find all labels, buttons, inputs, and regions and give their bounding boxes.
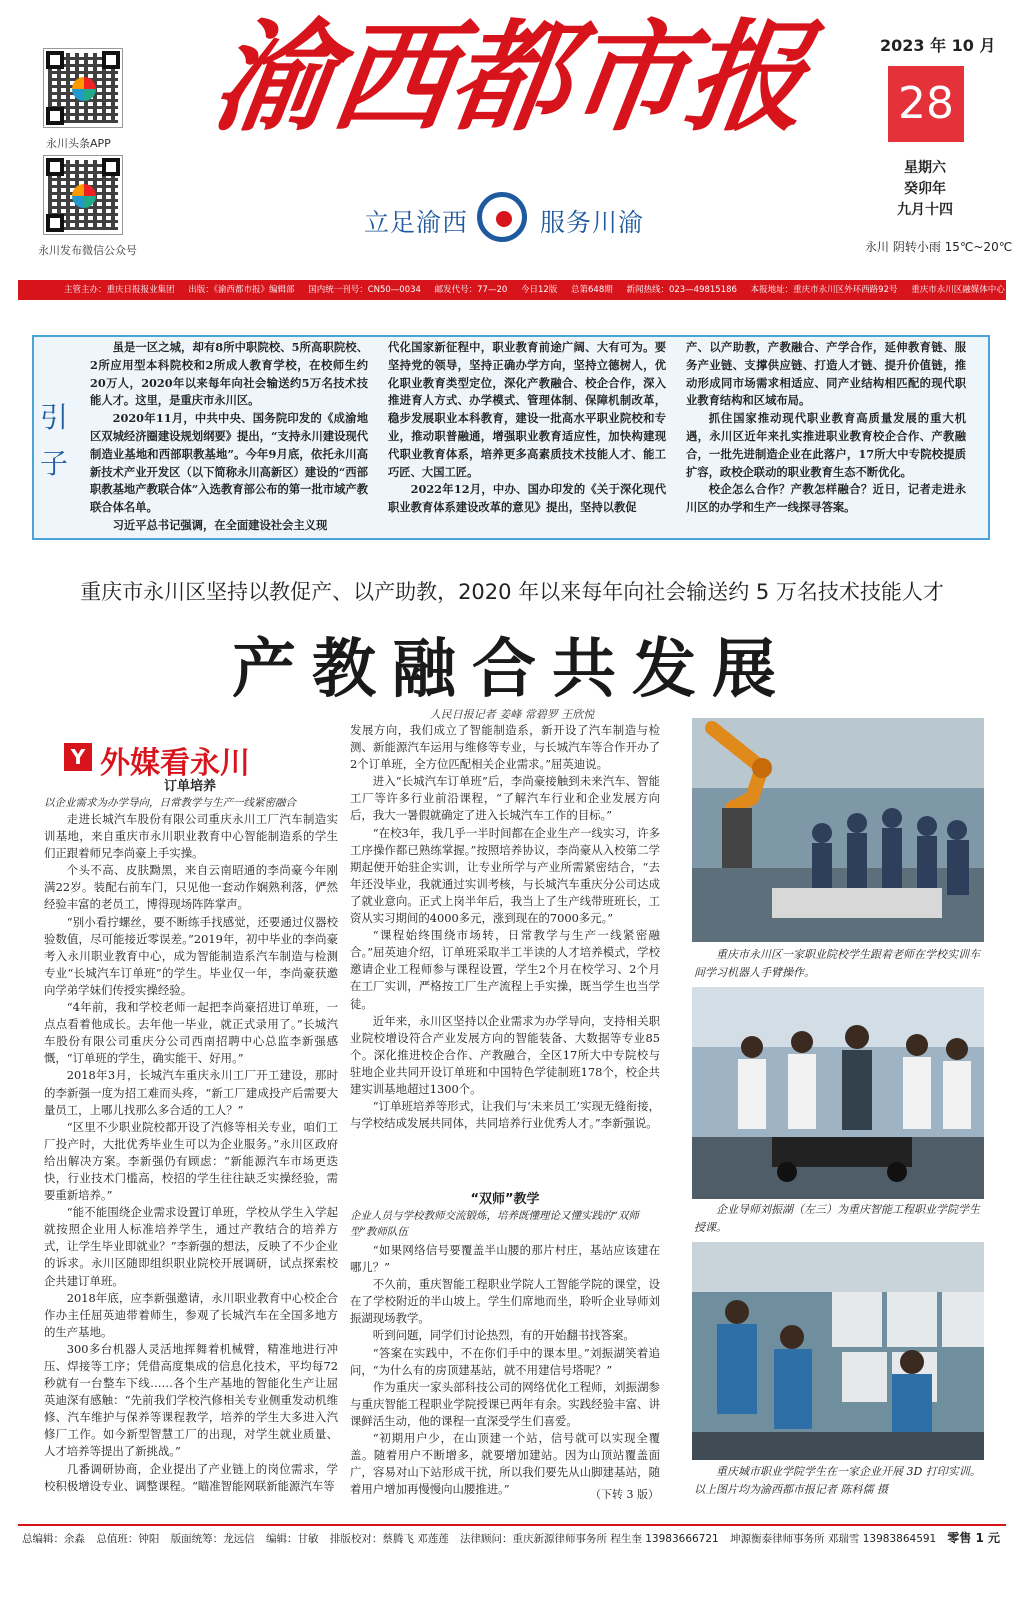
footer-item: 总值班：钟阳: [96, 1533, 160, 1545]
issue-year-month: 2023 年 10 月: [880, 36, 996, 55]
qr-code-app: [43, 48, 123, 128]
intro-label-char: 引: [40, 401, 69, 434]
intro-column-3: [686, 339, 966, 517]
paragraph: 走进长城汽车股份有限公司重庆永川工厂汽车制造实训基地，来自重庆市永川职业教育中心智能制造系的学生们正跟着师兄李尚豪上手实操。: [44, 812, 338, 861]
footer-item: 版面统筹：龙远信: [170, 1533, 255, 1545]
qr-code-wechat: [43, 155, 123, 235]
issue-ganzhi: 癸卯年: [904, 181, 946, 197]
paragraph: 虽是一区之城，却有8所中职院校、5所高职院校、2所应用型本科院校和2所成人教育学校，在校师生约20万人，2020年以来每年向社会输送约5万名技术技能人才。这里，是重庆市永川区。: [90, 340, 368, 408]
paragraph: “如果网络信号要覆盖半山腰的那片村庄，基站应该建在哪儿？”: [350, 1243, 660, 1275]
photo-3d-printing-training: [692, 1242, 984, 1460]
paragraph: 近年来，永川区坚持以企业需求为办学导向，支持相关职业院校增设符合产业发展方向的智能装备、大数据等专业85个。深化推进校企合作、产教融合，全区17所大中专院校与驻地企业共同开设订单班和中国特色学徒制班178个，校企共建实训基地超过1300个。: [350, 1013, 660, 1096]
paragraph: 2022年12月，中办、国办印发的《关于深化现代职业教育体系建设改革的意见》提出，坚持以教促: [388, 482, 666, 515]
article-column-2b: [350, 1242, 660, 1498]
paragraph: 听到问题，同学们讨论热烈，有的开始翻书找答案。: [372, 1328, 635, 1343]
section-tag-icon: Y: [64, 743, 92, 771]
paragraph: 校企怎么合作？产教怎样融合？近日，记者走进永川区的办学和生产一线探寻答案。: [686, 482, 966, 515]
info-item: 主管主办：重庆日报报业集团: [64, 285, 175, 295]
paragraph: 代化国家新征程中，职业教育前途广阔、大有可为。要坚持党的领导，坚持正确办学方向，坚持立德树人，优化职业教育类型定位，深化产教融合、校企合作，深入推进育人方式、办学模式、管理体制、保障机制改革，稳步发展职业本科教育，建设一批高水平职业院校和专业，推动职普融通，增强职业教育适应性，加快构建现代职业教育体系，培养更多高素质技术技能人才、能工巧匠、大国工匠。: [388, 340, 666, 479]
footer-item: 坤源衡泰律师事务所 邓瑞雪 13983864591: [730, 1533, 937, 1545]
retail-price: 零售 1 元: [947, 1531, 1000, 1545]
subheading-deck: 以企业需求为办学导向，日常教学与生产一线紧密融合: [44, 797, 296, 809]
footer-rule: [18, 1524, 1006, 1526]
footer-item: 排版校对：蔡腾飞 邓莲莲: [329, 1533, 449, 1545]
weather: 永川 阴转小雨 15℃~20℃: [865, 240, 1013, 254]
continued-note: （下转 3 版）: [590, 1488, 659, 1501]
intro-column-1: [90, 339, 368, 535]
paragraph: “答案在实践中，不在你们手中的课本里。”刘振湖笑着追问，“为什么有的房顶建基站，就不用建信号塔呢？”: [350, 1345, 660, 1377]
article-column-2: [350, 722, 660, 1132]
intro-column-2: [388, 339, 666, 517]
paragraph: “区里不少职业院校都开设了汽修等相关专业，咱们工厂投产时，大批优秀毕业生可以为企业服务。”永川区政府给出解决方案。李新强仍有顾虑：“新能源汽车市场更迭快，行业技术门槛高，校招的学生往往缺乏实操经验，需要重新培养。”: [44, 1119, 338, 1203]
photo-caption-3: 重庆城市职业学院学生在一家企业开展 3D 打印实训。 以上图片均为渝西都市报记者 陈科儒 摄: [694, 1465, 981, 1496]
paragraph: 几番调研协商，企业提出了产业链上的岗位需求，学校积极增设专业、调整课程。“瞄准智能网联新能源汽车等: [44, 1461, 338, 1493]
byline: 人民日报记者 姜峰 常碧罗 王欣悦: [429, 708, 595, 721]
photo-mentor-teaching: [692, 987, 984, 1199]
issue-day: 28: [888, 66, 964, 142]
paragraph: “课程始终围绕市场转，日常教学与生产一线紧密融合。”屈英迪介绍，订单班采取半工半读的人才培养模式，学校邀请企业工程师参与课程设置，学生2个月在校学习、2个月在工厂实训，严格按工厂生产流程上手实操，既当学生也当学徒。: [350, 928, 660, 1011]
paragraph: 作为重庆一家头部科技公司的网络优化工程师，刘振湖参与重庆智能工程职业学院授课已两年有余。实践经验丰富、讲课鲜活生动，他的课程一直深受学生们喜爱。: [350, 1379, 660, 1428]
paragraph: “别小看拧螺丝，要不断练手找感觉，还要通过仪器校验数值，尽可能接近零误差。”2019年，初中毕业的李尚豪考入永川职业教育中心，成为智能制造系汽车制造与检测专业“长城汽车订单班”的学生。毕业仅一年，李尚豪获邀向学弟学妹们传授实操经验。: [44, 914, 338, 997]
info-item: 出版：《渝西都市报》编辑部: [188, 285, 295, 295]
photo-caption-2: 企业导师刘振湖（左三）为重庆智能工程职业学院学生授课。: [694, 1203, 980, 1234]
paragraph: “订单班培养等形式，让我们与‘未来员工’实现无缝衔接，与学校结成发展共同体，共同培养行业优秀人才。”李新强说。: [350, 1099, 660, 1131]
paragraph: 习近平总书记强调，在全面建设社会主义现: [112, 517, 328, 532]
paragraph: 2018年3月，长城汽车重庆永川工厂开工建设，那时的李新强一度为招工难而头疼，“新工厂建成投产后需要大量员工，上哪儿找那么多合适的工人？”: [44, 1068, 338, 1117]
subheading-deck: 企业人员与学校教师交流锻炼，培养既懂理论又懂实践的“双师型”教师队伍: [350, 1210, 639, 1238]
info-item: 重庆市永川区融媒体中心: [911, 285, 1005, 295]
paragraph: 2020年11月，中共中央、国务院印发的《成渝地区双城经济圈建设规划纲要》提出，“支持永川建设现代制造业基地和西部职教基地”。今年9月底，依托永川高新技术产业开发区（以下简称永川高新区）建设的“西部职教基地产教联合体”入选教育部公布的第一批市域产教联合体名单。: [90, 411, 368, 515]
issue-weekday: 星期六: [904, 160, 946, 176]
info-item: 今日12版: [520, 285, 558, 295]
paragraph: 产、以产助教，产教融合、产学合作，延伸教育链、服务产业链、支撑供应链、打造人才链、提升价值链，推动形成同市场需求相适应、同产业结构相匹配的现代职业教育结构和区域布局。: [686, 340, 966, 408]
issue-lunar-date: 九月十四: [897, 202, 953, 218]
qr-app-caption: 永川头条APP: [46, 137, 111, 150]
paragraph: 300多台机器人灵活地挥舞着机械臂，精准地进行冲压、焊接等工序；凭借高度集成的信息化技术，平均每72秒就有一台整车下线……各个生产基地的智能化生产让屈英迪深有感触：“先前我们学校汽修相关专业侧重发动机维修、汽车维护与保养等课程教学，培养的学生大多进入汽修厂工作。如今新型智慧工厂的出现，对学生就业质量、人才培养等提出了新挑战。”: [44, 1341, 338, 1459]
article-column-1: [44, 811, 338, 1495]
footer-item: 编辑：甘敏: [266, 1533, 319, 1545]
paragraph: “能不能围绕企业需求设置订单班，学校从学生入学起就按照企业用人标准培养学生，通过产教结合的培养方式，让学生毕业即就业？”李新强的想法，反映了不少企业的诉求。永川区随即组织职业院校开展调研，试点探索校企共建订单班。: [44, 1205, 338, 1288]
info-item: 邮发代号：77—20: [434, 285, 508, 295]
intro-label: [40, 395, 68, 487]
sub-headline: 重庆市永川区坚持以教促产、以产助教，2020 年以来每年向社会输送约 5 万名技术技能人才: [80, 580, 944, 604]
intro-label-char: 子: [40, 447, 69, 480]
paragraph: “在校3年，我几乎一半时间都在企业生产一线实习，许多工序操作都已熟练掌握。”按照培养协议，李尚豪从入校第二学期起便开始驻企实训，让专业所学与产业所需紧密结合，“去年还没毕业，我就通过实训考核，与长城汽车重庆分公司达成了就业意向。正式上岗半年后，我当上了生产线带班班长，工资从实习期间的4000多元，涨到现在的7000多元。”: [350, 825, 660, 926]
info-item: 本报地址：重庆市永川区外环西路92号: [750, 285, 898, 295]
footer-credits: [22, 1531, 1002, 1546]
subheading-order-training: 订单培养: [163, 779, 216, 794]
newspaper-title: 渝西都市报: [205, 7, 815, 148]
paragraph: 进入“长城汽车订单班”后，李尚豪接触到未来汽车、智能工厂等许多行业前沿课程，“了解汽车行业和企业发展方向后，我大一暑假就确定了进入长城汽车工作的目标。”: [350, 774, 660, 823]
footer-item: 总编辑：余淼: [22, 1533, 85, 1545]
info-item: 总第648期: [571, 285, 613, 295]
paragraph: 不久前，重庆智能工程职业学院人工智能学院的课堂，设在了学校附近的半山坡上。学生们席地而坐，聆听企业导师刘振湖现场教学。: [350, 1277, 660, 1326]
footer-item: 法律顾问：重庆新源律师事务所 程生奎 13983666721: [460, 1533, 719, 1545]
publication-info-bar: [18, 280, 1006, 300]
paragraph: 抓住国家推动现代职业教育高质量发展的重大机遇，永川区近年来扎实推进职业教育校企合作、产教融合，一批先进制造企业在此落户，17所大中专院校提质扩容，政校企联动的职业教育生态不断优化。: [686, 411, 966, 479]
paragraph: “4年前，我和学校老师一起把李尚豪招进订单班，一点点看着他成长。去年他一毕业，就正式录用了。”长城汽车股份有限公司重庆分公司西南招聘中心总监李新强感慨，“订单班的学生，确实能干、好用。”: [44, 1000, 338, 1066]
main-headline: 产教融合共发展: [232, 633, 792, 707]
photo-robot-arm-training: [692, 718, 984, 942]
newspaper-logo-icon: [477, 192, 527, 242]
slogan-left: 立足渝西: [364, 208, 469, 237]
section-title: 外媒看永川: [100, 746, 250, 781]
info-item: 新闻热线：023—49815186: [626, 285, 737, 295]
paragraph: 发展方向，我们成立了智能制造系，新开设了汽车制造与检测、新能源汽车运用与维修等专业，与长城汽车等合作开办了2个订单班，全方位匹配相关企业需求。”屈英迪说。: [350, 723, 660, 772]
info-item: 国内统一刊号：CN50—0034: [308, 285, 421, 295]
slogan-right: 服务川渝: [540, 208, 645, 237]
paragraph: “初期用户少，在山顶建一个站，信号就可以实现全覆盖。随着用户不断增多，就要增加建站。因为山顶站覆盖面广，容易对山下站形成干扰，所以我们要先从山脚建基站，随着用户增加再慢慢向山腰推进。”: [350, 1431, 660, 1497]
paragraph: 2018年底，应李新强邀请，永川职业教育中心校企合作办主任屈英迪带着师生，参观了长城汽车在全国多地方的生产基地。: [44, 1290, 338, 1339]
photo-caption-1: 重庆市永川区一家职业院校学生跟着老师在学校实训车间学习机器人手臂操作。: [694, 948, 980, 979]
paragraph: 个头不高、皮肤黝黑，来自云南昭通的李尚豪今年刚满22岁。装配右前车门，只见他一套动作娴熟利落，俨然经验丰富的老员工，博得现场阵阵掌声。: [44, 863, 338, 912]
subheading-dual-teacher: “双师”教学: [470, 1192, 540, 1207]
qr-wechat-caption: 永川发布微信公众号: [38, 244, 137, 257]
